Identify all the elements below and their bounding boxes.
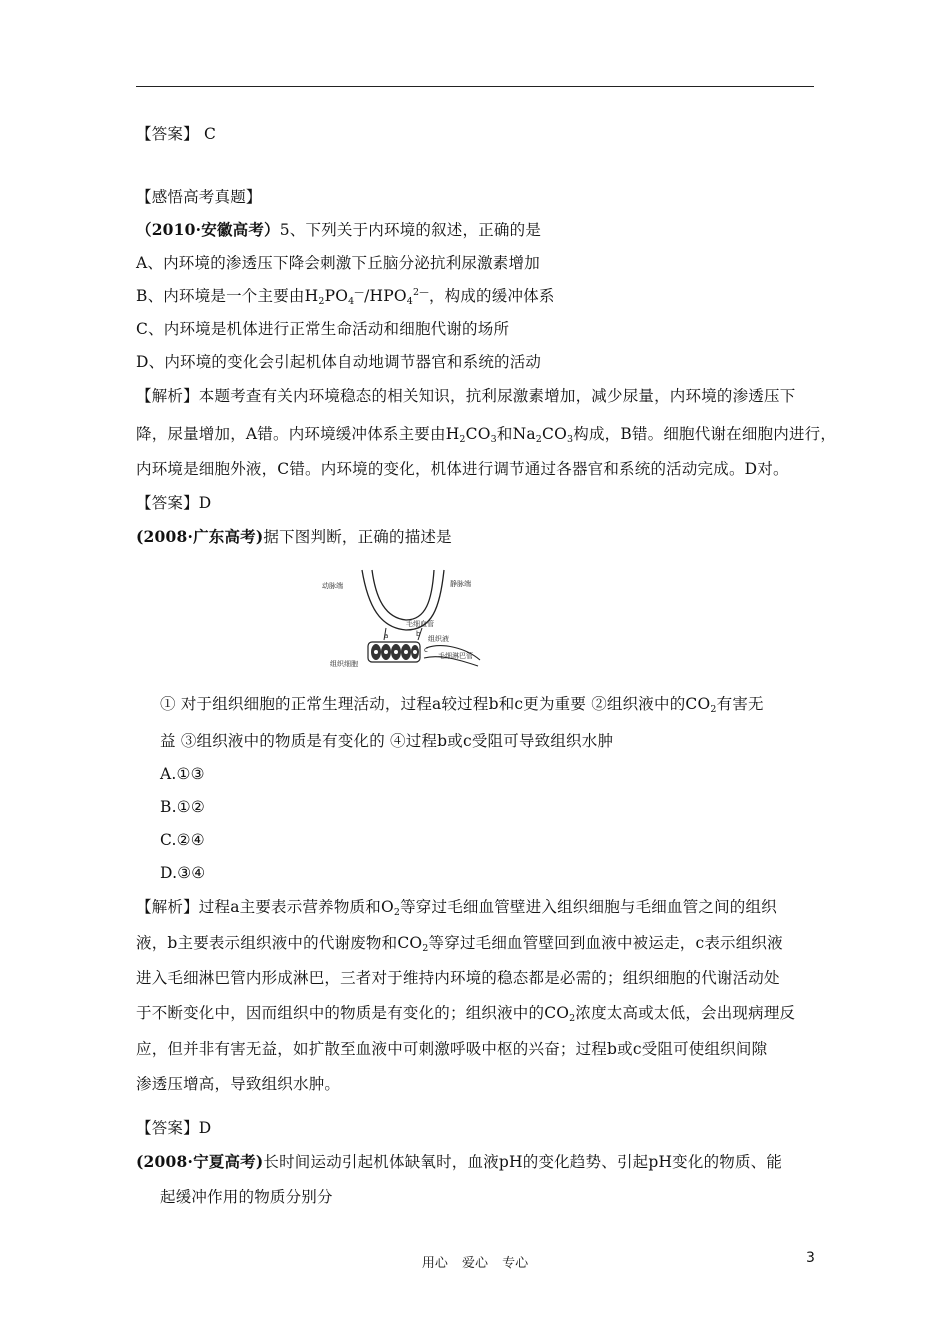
capillary-diagram: [320, 566, 490, 670]
q-gd-statement-line-2: 益 ③组织液中的物质是有变化的 ④过程b或c受阻可导致组织水肿: [160, 732, 614, 750]
capillary-label: 毛细血管: [406, 620, 434, 628]
process-a-label: a: [384, 632, 389, 640]
q-gd-analysis-line-1: 【解析】过程a主要表示营养物质和$O_2$等穿过毛细血管壁进入组织细胞与毛细血管之间的组织: [136, 898, 777, 918]
q-gd-source: (2008·广东高考): [136, 527, 264, 546]
q-gd-option-a: A.①③: [160, 765, 205, 783]
section-heading: 【感悟高考真题】: [136, 188, 262, 206]
q5-analysis-line-2: 降，尿量增加，A错。内环境缓冲体系主要由$H_2CO_3$和$Na_2CO_3$构成，B错。细胞代谢在细胞内进行，: [136, 425, 837, 445]
q-gd-analysis-line-3: 进入毛细淋巴管内形成淋巴，三者对于维持内环境的稳态都是必需的；组织细胞的代谢活动处: [136, 969, 780, 987]
tissue-fluid-label: 组织液: [428, 635, 449, 643]
process-c-label: c: [424, 646, 428, 654]
q5-option-c: C、内环境是机体进行正常生命活动和细胞代谢的场所: [136, 320, 510, 338]
process-b-label: b: [416, 630, 421, 638]
q-nx-source: (2008·宁夏高考): [136, 1152, 264, 1171]
q5-option-d: D、内环境的变化会引起机体自动地调节器官和系统的活动: [136, 353, 542, 371]
q5-option-a: A、内环境的渗透压下降会刺激下丘脑分泌抗利尿激素增加: [136, 254, 540, 272]
q5-analysis-line-3: 内环境是细胞外液，C错。内环境的变化，机体进行调节通过各器官和系统的活动完成。D对。: [136, 460, 789, 478]
q-gd-analysis-line-4: 于不断变化中，因而组织中的物质是有变化的；组织液中的$CO_2$浓度太高或太低，会出现病理反: [136, 1004, 796, 1024]
header-rule: [136, 86, 814, 87]
q-gd-option-b: B.①②: [160, 798, 205, 816]
q-nx-line-2: 起缓冲作用的物质分别分: [160, 1188, 333, 1206]
page-number: 3: [806, 1250, 815, 1266]
q-gd-analysis-line-5: 应，但并非有害无益，如扩散至血液中可刺激呼吸中枢的兴奋；过程b或c受阻可使组织间隙: [136, 1040, 768, 1058]
answer-1: 【答案】 C: [136, 125, 217, 143]
tissue-cells: [368, 642, 420, 662]
q-gd-answer: 【答案】D: [136, 1119, 212, 1137]
q-gd-analysis-line-6: 渗透压增高，导致组织水肿。: [136, 1075, 341, 1093]
q5-source: （2010·安徽高考）: [136, 220, 280, 239]
q5-analysis-line-1: 【解析】本题考查有关内环境稳态的相关知识，抗利尿激素增加，减少尿量，内环境的渗透压下: [136, 387, 796, 405]
q-nx-line-1: (2008·宁夏高考)长时间运动引起机体缺氧时，血液pH的变化趋势、引起pH变化的物质、能: [136, 1152, 783, 1171]
q-gd-option-d: D.③④: [160, 864, 206, 882]
lymph-vessel-label: 毛细淋巴管: [438, 652, 473, 660]
tissue-cells-label: 组织细胞: [330, 660, 358, 668]
q5-answer: 【答案】D: [136, 494, 212, 512]
q-gd-stem: (2008·广东高考)据下图判断，正确的描述是: [136, 527, 452, 546]
q-gd-analysis-line-2: 液，b主要表示组织液中的代谢废物和$CO_2$等穿过毛细血管壁回到血液中被运走，c表示组织液: [136, 934, 783, 954]
page-footer: 用心 爱心 专心: [421, 1256, 529, 1271]
capillary-diagram-svg: [320, 566, 490, 670]
capillary-inner-wall: [372, 570, 434, 620]
vein-end-label: 静脉端: [450, 580, 471, 588]
q-gd-option-c: C.②④: [160, 831, 205, 849]
q-gd-statement-line-1: ① 对于组织细胞的正常生理活动，过程a较过程b和c更为重要 ②组织液中的$CO_2$有害无: [160, 695, 764, 715]
q5-stem: （2010·安徽高考）5、下列关于内环境的叙述，正确的是: [136, 220, 542, 239]
artery-end-label: 动脉端: [322, 582, 343, 590]
q5-option-b: B、内环境是一个主要由$H_2PO_4^—/HPO_4^{2—}$，构成的缓冲体系: [136, 287, 555, 307]
